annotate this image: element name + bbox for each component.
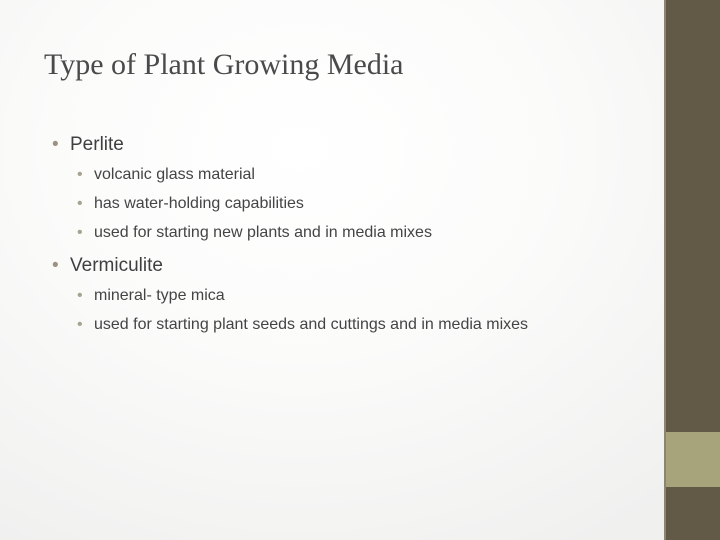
bullet-icon: • (77, 166, 83, 183)
bullet-vermiculite (52, 255, 163, 277)
bullet-text: Perlite (70, 134, 124, 155)
sub-bullet (77, 166, 255, 184)
bullet-text: Vermiculite (70, 255, 163, 276)
bullet-icon: • (77, 287, 83, 304)
sub-bullet (77, 287, 225, 305)
sub-bullet-text: used for starting plant seeds and cuttings and in media mixes (94, 316, 529, 333)
bullet-icon: • (52, 134, 59, 155)
sub-bullet-text: mineral- type mica (94, 287, 225, 304)
sub-bullet-text: volcanic glass material (94, 166, 255, 183)
bullet-icon: • (77, 224, 83, 241)
sub-bullet (77, 224, 432, 242)
sub-bullet-text: used for starting new plants and in media mixes (94, 224, 432, 241)
sub-bullet (77, 316, 528, 334)
sidebar-accent-block (666, 432, 720, 487)
sub-bullet-text: has water-holding capabilities (94, 195, 304, 212)
slide-title: Type of Plant Growing Media (44, 48, 404, 81)
bullet-icon: • (77, 316, 83, 333)
bullet-icon: • (77, 195, 83, 212)
bullet-perlite (52, 134, 124, 156)
sub-bullet (77, 195, 304, 213)
bullet-icon: • (52, 255, 59, 276)
